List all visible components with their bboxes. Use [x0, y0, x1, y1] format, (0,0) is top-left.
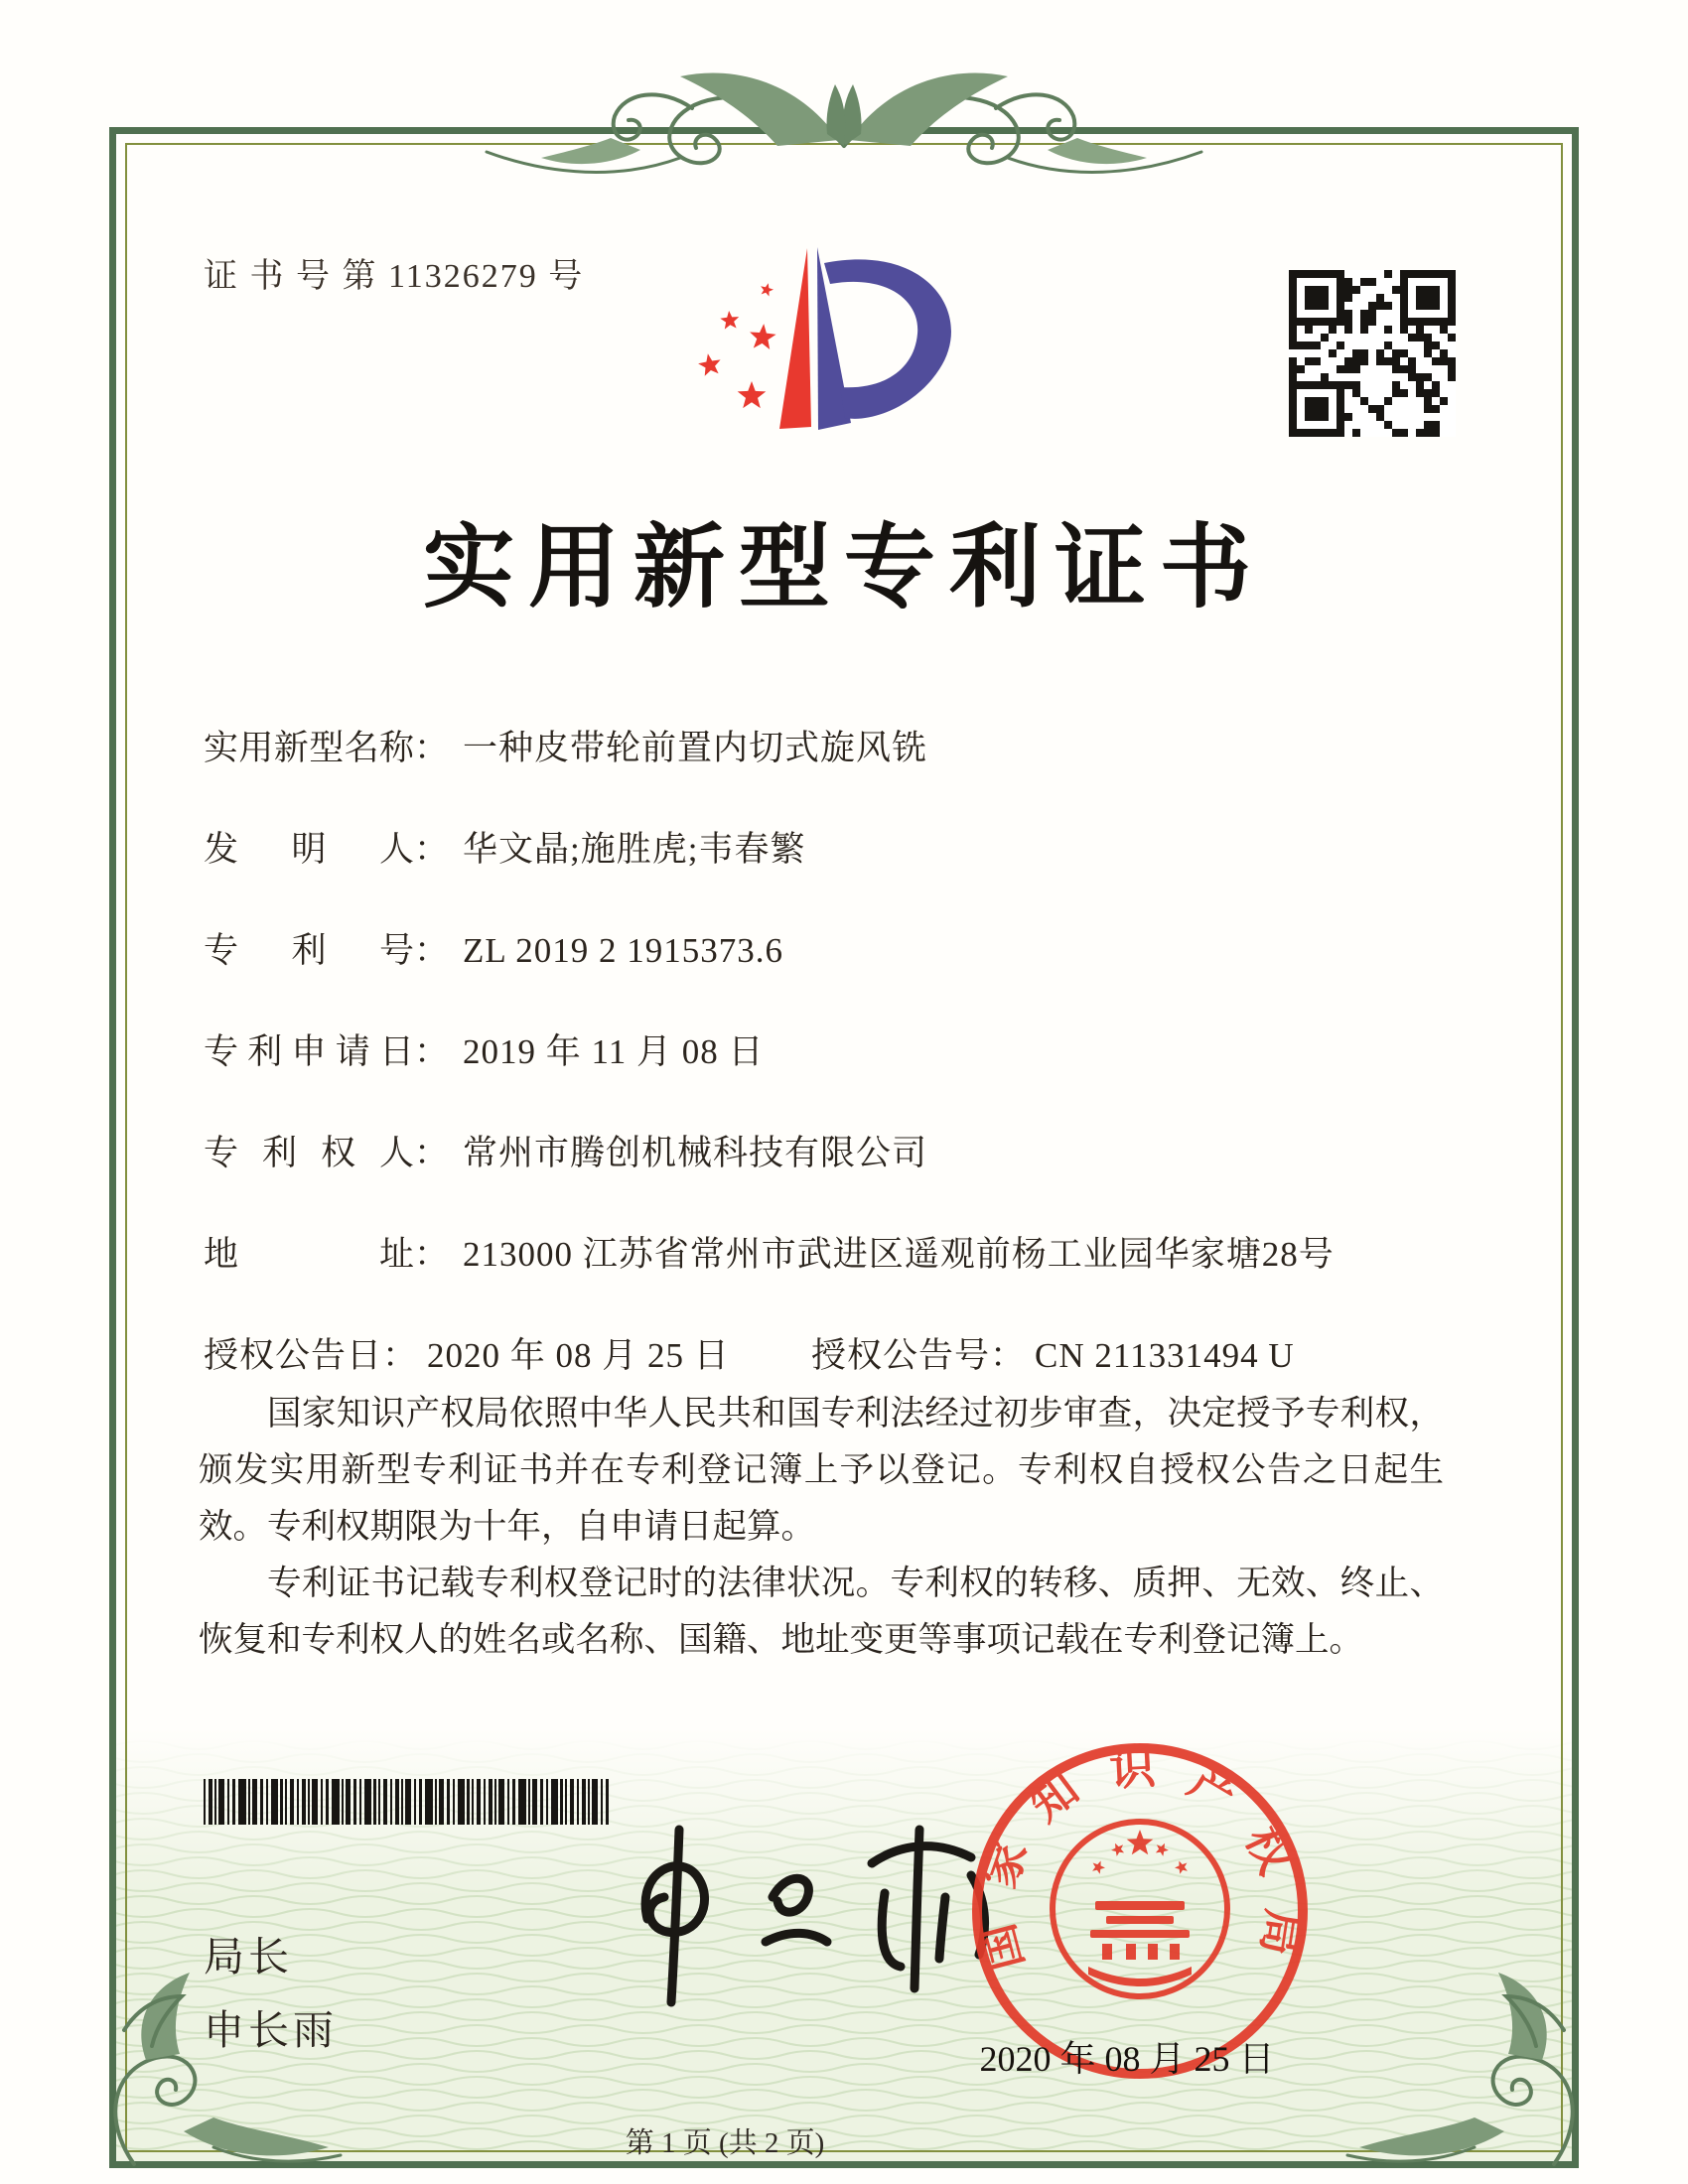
legal-paragraph-2: 专利证书记载专利权登记时的法律状况。专利权的转移、质押、无效、终止、恢复和专利权人的姓名或名称、国籍、地址变更等事项记载在专利登记簿上。 — [199, 1565, 1444, 1659]
seal-text: 国家知识产权局 — [971, 1741, 1310, 1977]
grant-number-value: CN 211331494 U — [1035, 1336, 1295, 1375]
grant-number-row: 授权公告号： CN 211331494 U — [811, 1336, 1295, 1375]
grant-number-label: 授权公告号 — [811, 1336, 991, 1375]
svg-text:国家知识产权局 — [972, 1742, 1310, 1976]
field-row-address: 地 址： 213000 江苏省常州市武进区遥观前杨工业园华家塘28号 — [204, 1227, 1335, 1277]
certificate-number: 证 书 号 第 11326279 号 — [204, 258, 585, 295]
field-row-name: 实用新型名称： 一种皮带轮前置内切式旋风铣 — [204, 721, 927, 770]
field-row-patentee: 专 利 权 人： 常州市腾创机械科技有限公司 — [204, 1126, 927, 1175]
signature — [586, 1802, 1023, 2010]
field-label: 地 址 — [204, 1235, 414, 1274]
field-row-inventors: 发 明 人： 华文晶;施胜虎;韦春繁 — [204, 822, 805, 872]
qr-code — [1289, 270, 1456, 437]
top-flourish-ornament — [452, 55, 1236, 223]
barcode — [204, 1779, 611, 1825]
field-value: 华文晶;施胜虎;韦春繁 — [463, 830, 806, 869]
legal-paragraph-1: 国家知识产权局依照中华人民共和国专利法经过初步审查，决定授予专利权，颁发实用新型专利证书并在专利登记簿上予以登记。专利权自授权公告之日起生效。专利权期限为十年，自申请日起算。 — [199, 1395, 1444, 1546]
field-row-patent-number: 专 利 号： ZL 2019 2 1915373.6 — [204, 923, 783, 973]
page-number-footer: 第 1 页 (共 2 页) — [625, 2127, 825, 2159]
field-row-filing-date: 专利申请日： 2019 年 11 月 08 日 — [204, 1024, 764, 1074]
seal-date: 2020 年 08 月 25 日 — [979, 2039, 1275, 2079]
field-label: 专 利 权 人 — [204, 1134, 414, 1172]
seal-emblem — [1053, 1822, 1227, 1996]
field-label: 专利申请日 — [204, 1032, 414, 1071]
grant-date-label: 授权公告日 — [204, 1336, 383, 1375]
field-value: 常州市腾创机械科技有限公司 — [463, 1134, 928, 1172]
field-label: 专 利 号 — [204, 931, 414, 970]
grant-date-value: 2020 年 08 月 25 日 — [427, 1336, 730, 1375]
field-label: 发 明 人 — [204, 830, 414, 869]
director-title: 局长 — [204, 1934, 293, 1979]
logo-stars — [698, 283, 776, 408]
cnipa-logo — [645, 218, 993, 496]
director-name: 申长雨 — [204, 2007, 338, 2053]
logo-p-bowl — [824, 259, 951, 419]
legal-body-text — [199, 1386, 1444, 1669]
field-value: 2019 年 11 月 08 日 — [463, 1032, 765, 1071]
logo-red-wedge — [779, 248, 811, 429]
corner-ornament-right — [1336, 1971, 1594, 2174]
field-value: 一种皮带轮前置内切式旋风铣 — [463, 729, 928, 767]
field-value: ZL 2019 2 1915373.6 — [463, 931, 783, 970]
grant-date-row: 授权公告日： 2020 年 08 月 25 日 — [204, 1336, 730, 1375]
page-title: 实用新型专利证书 — [422, 517, 1265, 618]
field-label: 实用新型名称 — [204, 729, 414, 767]
field-value: 213000 江苏省常州市武进区遥观前杨工业园华家塘28号 — [463, 1235, 1335, 1274]
